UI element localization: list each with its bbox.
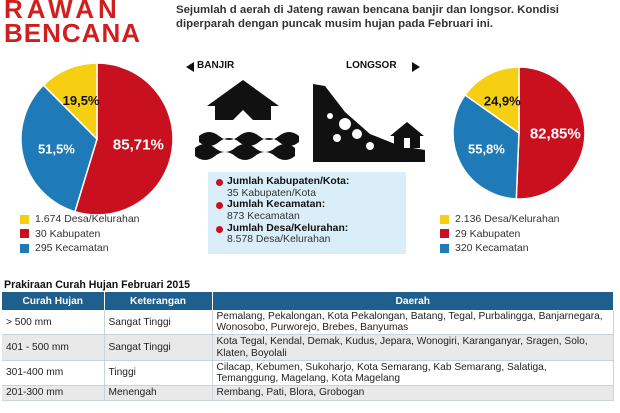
- legend-text: 320 Kecamatan: [455, 242, 529, 255]
- summary-label: Jumlah Kecamatan:: [216, 199, 400, 211]
- legend-item: [20, 227, 140, 242]
- pie-slice-label: 24,9%: [483, 93, 521, 109]
- summary-value: 873 Kecamatan: [227, 210, 300, 222]
- banjir-label: BANJIR: [197, 60, 235, 71]
- legend-text: 29 Kabupaten: [455, 227, 521, 240]
- banjir-pie-svg: [0, 60, 200, 218]
- forecast-table: [2, 292, 614, 401]
- longsor-legend: [440, 212, 560, 256]
- table-row: [2, 360, 614, 385]
- legend-swatch: [20, 215, 29, 224]
- table-row: [2, 310, 614, 335]
- legend-text: 2.136 Desa/Kelurahan: [455, 213, 560, 226]
- pie-slice-label: 55,8%: [467, 141, 505, 157]
- summary-label: Jumlah Kabupaten/Kota:: [216, 176, 400, 188]
- table-cell: 401 - 500 mm: [2, 335, 104, 360]
- legend-swatch: [20, 244, 29, 253]
- legend-text: 30 Kabupaten: [35, 227, 101, 240]
- column-header: Keterangan: [104, 292, 212, 310]
- column-header: Daerah: [212, 292, 614, 310]
- table-row: [2, 386, 614, 400]
- disaster-icons: [195, 76, 430, 166]
- legend-item: [20, 212, 140, 227]
- banjir-pie-chart: [0, 60, 200, 218]
- legend-swatch: [440, 229, 449, 238]
- summary-value: 35 Kabupaten/Kota: [227, 187, 316, 199]
- page-title: [4, 0, 141, 46]
- legend-swatch: [20, 229, 29, 238]
- summary-value: 8.578 Desa/Kelurahan: [227, 234, 331, 246]
- legend-swatch: [440, 215, 449, 224]
- pie-slice-label: 19,5%: [62, 92, 100, 108]
- summary-item: [216, 176, 400, 199]
- summary-item: [216, 199, 400, 222]
- longsor-label: LONGSOR: [346, 60, 397, 71]
- table-cell: Sangat Tinggi: [104, 335, 212, 360]
- pie-slice-label: 85,71%: [112, 136, 164, 154]
- landslide-house-icon: [313, 84, 425, 162]
- flooded-house-icon: [195, 80, 299, 160]
- table-header-row: [2, 292, 614, 310]
- legend-text: 295 Kecamatan: [35, 242, 109, 255]
- legend-text: 1.674 Desa/Kelurahan: [35, 213, 140, 226]
- summary-item: [216, 223, 400, 246]
- longsor-pie-svg: [420, 64, 620, 204]
- table-row: [2, 335, 614, 360]
- summary-box: [208, 172, 406, 254]
- legend-item: [440, 227, 560, 242]
- banjir-legend: [20, 212, 140, 256]
- table-cell: Pemalang, Pekalongan, Kota Pekalongan, Batang, Tegal, Purbalingga, Banjarnegara, Wonosobo, Purworejo, Brebes, Banyumas: [212, 310, 614, 335]
- summary-label: Jumlah Desa/Kelurahan:: [216, 223, 400, 235]
- title-line-2: BENCANA: [4, 17, 141, 48]
- legend-item: [440, 241, 560, 256]
- pie-slice-label: 51,5%: [37, 141, 75, 157]
- legend-swatch: [440, 244, 449, 253]
- subtitle: Sejumlah d aerah di Jateng rawan bencana banjir dan longsor. Kondisi diperparah dengan puncak musim hujan pada Februari ini.: [176, 4, 559, 31]
- title-line-1: RAWAN: [4, 0, 121, 24]
- legend-item: [440, 212, 560, 227]
- table-cell: Tinggi: [104, 360, 212, 385]
- table-cell: Sangat Tinggi: [104, 310, 212, 335]
- table-cell: 201-300 mm: [2, 386, 104, 400]
- column-header: Curah Hujan: [2, 292, 104, 310]
- table-cell: > 500 mm: [2, 310, 104, 335]
- table-cell: 301-400 mm: [2, 360, 104, 385]
- table-cell: Rembang, Pati, Blora, Grobogan: [212, 386, 614, 400]
- table-cell: Cilacap, Kebumen, Sukoharjo, Kota Semarang, Kab Semarang, Salatiga, Temanggung, Magelang, Kota Magelang: [212, 360, 614, 385]
- arrow-right-icon: [412, 62, 420, 72]
- table-cell: Menengah: [104, 386, 212, 400]
- longsor-pie-chart: [420, 64, 620, 204]
- table-cell: Kota Tegal, Kendal, Demak, Kudus, Jepara, Wonogiri, Karanganyar, Sragen, Solo, Klaten, Boyolali: [212, 335, 614, 360]
- forecast-title: Prakiraan Curah Hujan Februari 2015: [4, 279, 191, 291]
- pie-slice-label: 82,85%: [529, 125, 581, 143]
- legend-item: [20, 241, 140, 256]
